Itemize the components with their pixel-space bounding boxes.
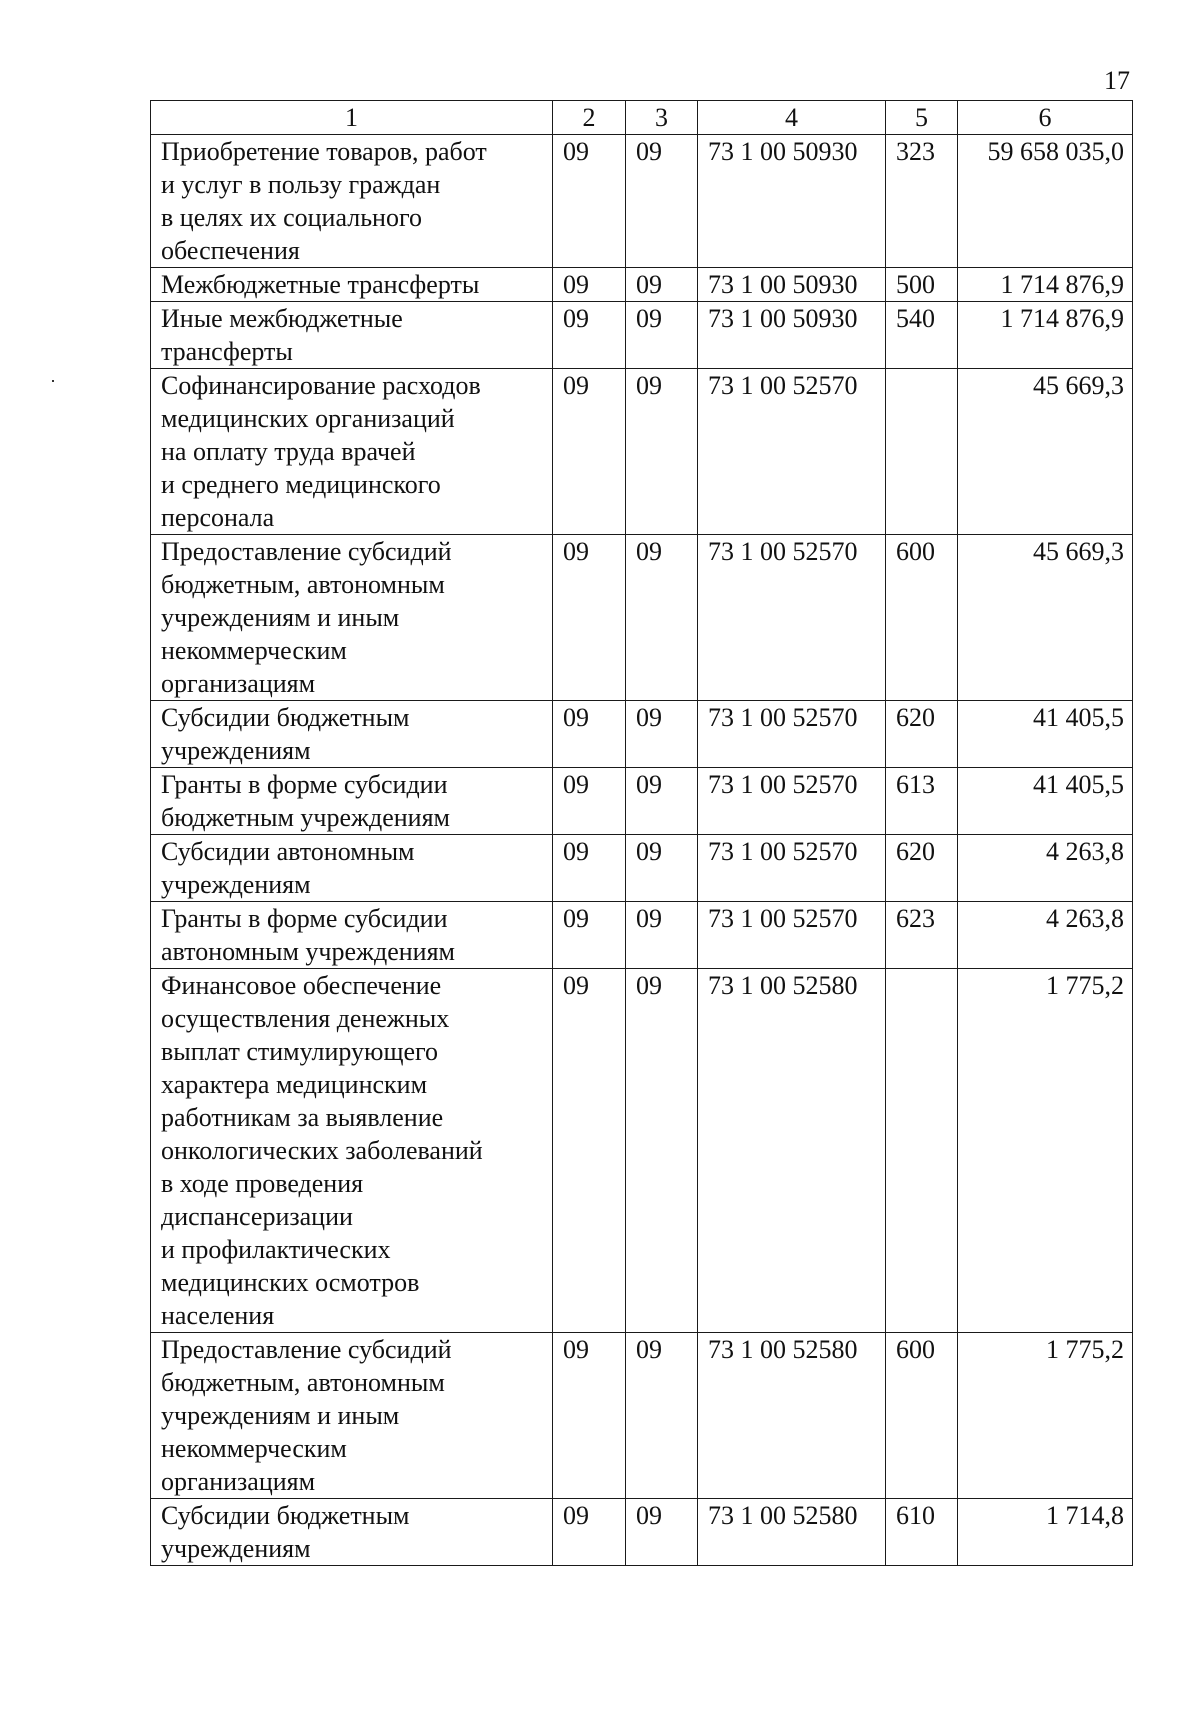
row-expense-type-cell: 613 bbox=[886, 768, 958, 835]
row-name-cell: Предоставление субсидий бюджетным, автономным учреждениям и иным некоммерческим организациям bbox=[151, 535, 553, 701]
row-subsection-cell: 09 bbox=[626, 835, 698, 902]
table-row bbox=[151, 369, 1133, 535]
row-target-article-cell: 73 1 00 50930 bbox=[698, 302, 886, 369]
row-target-article-cell: 73 1 00 52570 bbox=[698, 369, 886, 535]
row-expense-type-cell bbox=[886, 369, 958, 535]
table-row bbox=[151, 268, 1133, 302]
row-expense-type-cell: 623 bbox=[886, 902, 958, 969]
row-amount-cell: 1 714 876,9 bbox=[958, 302, 1133, 369]
row-subsection-cell: 09 bbox=[626, 369, 698, 535]
row-target-article-cell: 73 1 00 50930 bbox=[698, 135, 886, 268]
row-name-cell: Межбюджетные трансферты bbox=[151, 268, 553, 302]
header-col-4: 4 bbox=[698, 101, 886, 135]
row-target-article-cell: 73 1 00 52570 bbox=[698, 902, 886, 969]
row-section-cell: 09 bbox=[553, 302, 626, 369]
row-target-article-cell: 73 1 00 52570 bbox=[698, 701, 886, 768]
row-name-cell: Иные межбюджетные трансферты bbox=[151, 302, 553, 369]
page-number: 17 bbox=[1104, 66, 1130, 95]
table-body bbox=[151, 135, 1133, 1566]
header-col-6: 6 bbox=[958, 101, 1133, 135]
row-name-cell: Софинансирование расходов медицинских организаций на оплату труда врачей и среднего медицинского персонала bbox=[151, 369, 553, 535]
table-row bbox=[151, 969, 1133, 1333]
row-section-cell: 09 bbox=[553, 268, 626, 302]
budget-table bbox=[150, 100, 1133, 1566]
row-expense-type-cell: 323 bbox=[886, 135, 958, 268]
row-subsection-cell: 09 bbox=[626, 1333, 698, 1499]
row-section-cell: 09 bbox=[553, 369, 626, 535]
row-section-cell: 09 bbox=[553, 835, 626, 902]
row-name-cell: Субсидии автономным учреждениям bbox=[151, 835, 553, 902]
row-subsection-cell: 09 bbox=[626, 1499, 698, 1566]
row-expense-type-cell: 610 bbox=[886, 1499, 958, 1566]
row-target-article-cell: 73 1 00 52570 bbox=[698, 768, 886, 835]
row-amount-cell: 1 775,2 bbox=[958, 969, 1133, 1333]
table-row bbox=[151, 135, 1133, 268]
row-section-cell: 09 bbox=[553, 969, 626, 1333]
table-row bbox=[151, 835, 1133, 902]
row-name-cell: Предоставление субсидий бюджетным, автономным учреждениям и иным некоммерческим организациям bbox=[151, 1333, 553, 1499]
row-target-article-cell: 73 1 00 50930 bbox=[698, 268, 886, 302]
header-col-3: 3 bbox=[626, 101, 698, 135]
row-expense-type-cell bbox=[886, 969, 958, 1333]
table-row bbox=[151, 1499, 1133, 1566]
row-subsection-cell: 09 bbox=[626, 701, 698, 768]
row-amount-cell: 1 775,2 bbox=[958, 1333, 1133, 1499]
table-header bbox=[151, 101, 1133, 135]
row-name-cell: Субсидии бюджетным учреждениям bbox=[151, 1499, 553, 1566]
header-col-5: 5 bbox=[886, 101, 958, 135]
row-subsection-cell: 09 bbox=[626, 535, 698, 701]
row-amount-cell: 4 263,8 bbox=[958, 835, 1133, 902]
row-section-cell: 09 bbox=[553, 1333, 626, 1499]
row-amount-cell: 1 714 876,9 bbox=[958, 268, 1133, 302]
row-amount-cell: 41 405,5 bbox=[958, 768, 1133, 835]
row-subsection-cell: 09 bbox=[626, 135, 698, 268]
row-section-cell: 09 bbox=[553, 701, 626, 768]
row-section-cell: 09 bbox=[553, 135, 626, 268]
row-subsection-cell: 09 bbox=[626, 268, 698, 302]
table-row bbox=[151, 535, 1133, 701]
row-target-article-cell: 73 1 00 52570 bbox=[698, 835, 886, 902]
row-name-cell: Финансовое обеспечение осуществления денежных выплат стимулирующего характера медицинским работникам за выявление онкологических заболеваний в ходе проведения диспансеризации и профилактических медицинских осмотров населения bbox=[151, 969, 553, 1333]
row-section-cell: 09 bbox=[553, 768, 626, 835]
table-row bbox=[151, 1333, 1133, 1499]
header-col-1: 1 bbox=[151, 101, 553, 135]
header-col-2: 2 bbox=[553, 101, 626, 135]
row-amount-cell: 59 658 035,0 bbox=[958, 135, 1133, 268]
row-section-cell: 09 bbox=[553, 1499, 626, 1566]
row-target-article-cell: 73 1 00 52570 bbox=[698, 535, 886, 701]
table-row bbox=[151, 902, 1133, 969]
scan-speck bbox=[52, 380, 54, 382]
row-name-cell: Гранты в форме субсидии бюджетным учреждениям bbox=[151, 768, 553, 835]
row-section-cell: 09 bbox=[553, 535, 626, 701]
row-name-cell: Гранты в форме субсидии автономным учреждениям bbox=[151, 902, 553, 969]
row-target-article-cell: 73 1 00 52580 bbox=[698, 1333, 886, 1499]
table-row bbox=[151, 701, 1133, 768]
row-expense-type-cell: 540 bbox=[886, 302, 958, 369]
row-amount-cell: 45 669,3 bbox=[958, 535, 1133, 701]
row-expense-type-cell: 600 bbox=[886, 535, 958, 701]
row-amount-cell: 1 714,8 bbox=[958, 1499, 1133, 1566]
row-target-article-cell: 73 1 00 52580 bbox=[698, 969, 886, 1333]
row-section-cell: 09 bbox=[553, 902, 626, 969]
header-row bbox=[151, 101, 1133, 135]
row-amount-cell: 4 263,8 bbox=[958, 902, 1133, 969]
row-expense-type-cell: 600 bbox=[886, 1333, 958, 1499]
row-amount-cell: 45 669,3 bbox=[958, 369, 1133, 535]
row-expense-type-cell: 620 bbox=[886, 835, 958, 902]
row-subsection-cell: 09 bbox=[626, 302, 698, 369]
row-subsection-cell: 09 bbox=[626, 768, 698, 835]
row-target-article-cell: 73 1 00 52580 bbox=[698, 1499, 886, 1566]
table-row bbox=[151, 768, 1133, 835]
row-name-cell: Субсидии бюджетным учреждениям bbox=[151, 701, 553, 768]
row-subsection-cell: 09 bbox=[626, 902, 698, 969]
row-subsection-cell: 09 bbox=[626, 969, 698, 1333]
row-amount-cell: 41 405,5 bbox=[958, 701, 1133, 768]
row-name-cell: Приобретение товаров, работ и услуг в пользу граждан в целях их социального обеспечения bbox=[151, 135, 553, 268]
row-expense-type-cell: 500 bbox=[886, 268, 958, 302]
table-row bbox=[151, 302, 1133, 369]
row-expense-type-cell: 620 bbox=[886, 701, 958, 768]
